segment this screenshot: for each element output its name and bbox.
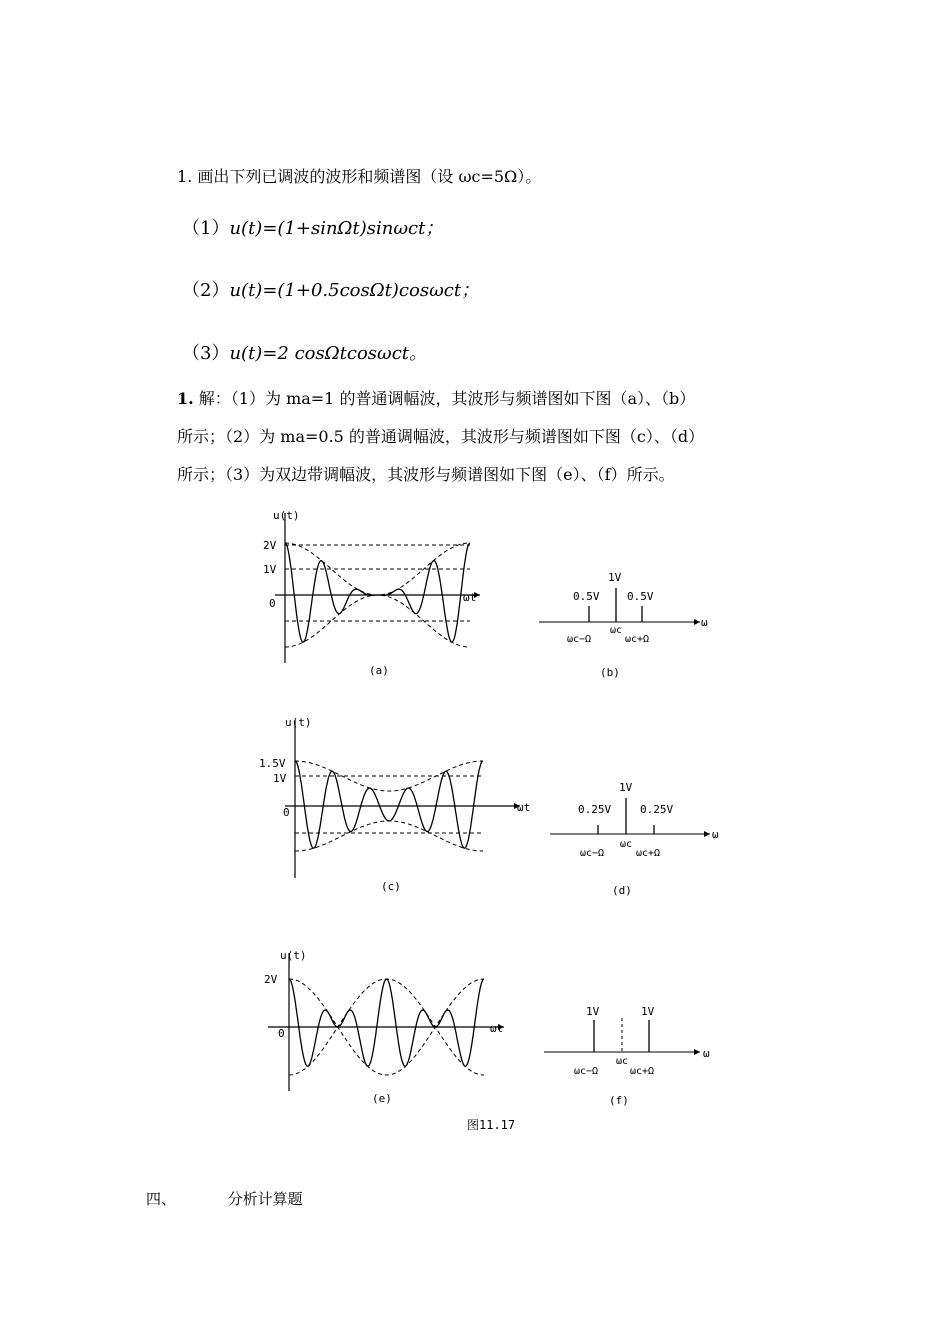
d-lfreq: ωc−Ω (580, 848, 605, 859)
tick-e-2v: 2V (264, 973, 278, 986)
f-left-label: 1V (586, 1005, 600, 1018)
b-left-label: 0.5V (573, 590, 600, 603)
caption-d: (d) (612, 884, 632, 897)
xlabel-c: ωt (517, 801, 531, 814)
f-axis-label: ω (703, 1047, 710, 1060)
figure-caption: 图11.17 (467, 1118, 516, 1132)
b-rfreq: ωc+Ω (625, 634, 650, 645)
caption-b: (b) (600, 666, 620, 679)
ylabel-a: u(t) (273, 509, 300, 522)
f-lfreq: ωc−Ω (574, 1066, 599, 1077)
f-right-label: 1V (641, 1005, 655, 1018)
f-rfreq: ωc+Ω (630, 1066, 655, 1077)
d-rfreq: ωc+Ω (636, 848, 661, 859)
answer-line-1 (177, 380, 704, 418)
f-cfreq: ωc (616, 1056, 629, 1067)
xlabel-e: ωt (490, 1022, 504, 1035)
section-heading (146, 1188, 303, 1209)
tick-c-15v: 1.5V (259, 757, 286, 770)
figure-b-spectrum (535, 568, 715, 648)
equation-expr: u(t)=(1+sinΩt)sinωct； (229, 218, 444, 239)
answer-line-2: 所示；（2）为 ma=0.5 的普通调幅波，其波形与频谱图如下图（c）、（d） (177, 427, 705, 446)
figure-c-waveform (255, 712, 535, 882)
tick-c-0: 0 (283, 806, 290, 819)
tick-a-0: 0 (269, 597, 276, 610)
equation-expr: u(t)=2 cosΩtcosωct。 (229, 343, 428, 364)
figure-e-waveform (262, 945, 512, 1095)
equation-2 (182, 276, 479, 302)
d-center-label: 1V (619, 781, 633, 794)
figure-a-waveform (255, 505, 485, 670)
equation-1 (182, 214, 443, 240)
figure-d-spectrum (548, 778, 728, 868)
ylabel-c: u(t) (285, 716, 312, 729)
tick-e-0: 0 (278, 1027, 285, 1040)
b-center-label: 1V (608, 571, 622, 584)
xlabel-a: ωt (463, 591, 477, 604)
answer-text-1: 解：（1）为 ma=1 的普通调幅波，其波形与频谱图如下图（a）、（b） (198, 389, 696, 408)
caption-c: (c) (381, 880, 401, 893)
caption-e: (e) (372, 1092, 392, 1105)
section-title: 分析计算题 (227, 1190, 303, 1208)
b-lfreq: ωc−Ω (567, 634, 592, 645)
answer-line-3: 所示；（3）为双边带调幅波，其波形与频谱图如下图（e）、（f）所示。 (177, 465, 675, 484)
ylabel-e: u(t) (280, 949, 307, 962)
b-axis-label: ω (701, 616, 708, 629)
equation-number: （3） (182, 343, 230, 364)
equation-number: （1） (182, 218, 230, 239)
question-text: 画出下列已调波的波形和频谱图（设 ωc=5Ω）。 (197, 167, 542, 186)
d-cfreq: ωc (620, 839, 633, 850)
d-axis-label: ω (712, 828, 719, 841)
tick-c-1v: 1V (273, 772, 287, 785)
answer-label: 1. (177, 389, 194, 408)
question-line (177, 164, 541, 187)
question-number: 1. (177, 167, 193, 186)
tick-a-1v: 1V (263, 563, 277, 576)
equation-number: （2） (182, 280, 230, 301)
d-right-label: 0.25V (640, 803, 674, 816)
equation-expr: u(t)=(1+0.5cosΩt)cosωct； (229, 280, 480, 301)
tick-a-2v: 2V (263, 539, 277, 552)
b-cfreq: ωc (610, 625, 623, 636)
d-left-label: 0.25V (578, 803, 612, 816)
caption-a: (a) (369, 664, 389, 677)
section-number: 四、 (146, 1190, 177, 1208)
b-right-label: 0.5V (627, 590, 654, 603)
caption-f: (f) (609, 1094, 629, 1107)
equation-3 (182, 339, 427, 365)
figure-f-spectrum (540, 1000, 725, 1085)
answer-paragraph (177, 380, 704, 494)
